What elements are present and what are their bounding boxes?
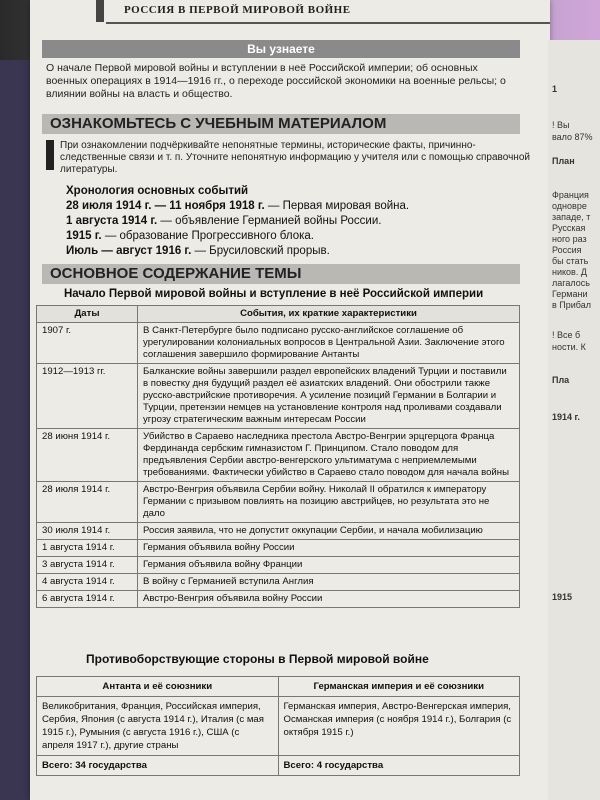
table-row: 1907 г. В Санкт-Петербурге было подписано русско-английское соглашение об урегулировании колониальных вопросов в Центральной Азии. Заключение этого соглашения завершило формирование Антанты	[37, 323, 520, 364]
next-page-edge	[548, 40, 600, 800]
next-page-text: Пла	[552, 375, 570, 385]
table-row: 28 июля 1914 г. Австро-Венгрия объявила Сербии войну. Николай II обратился к императору Германии с призывом повлиять на позицию австрийцев, но результата это не дало	[37, 482, 520, 523]
next-page-text: ников. Д	[552, 267, 587, 277]
chronology-item: 1915 г. — образование Прогрессивного блока.	[66, 230, 314, 242]
next-page-text: ! Вы	[552, 120, 570, 130]
sides-table	[36, 676, 520, 776]
table-row: 1 августа 1914 г. Германия объявила войну России	[37, 540, 520, 557]
central-total: Всего: 4 государства	[278, 756, 520, 776]
entente-members: Великобритания, Франция, Российская империя, Сербия, Япония (с августа 1914 г.), Италия (с мая 1915 г.), Румыния (с августа 1916 г.), США (с апреля 1917 г.), другие страны	[37, 697, 279, 756]
next-page-text: ного раз	[552, 234, 587, 244]
next-page-text: ности. К	[552, 342, 586, 352]
table-row: 3 августа 1914 г. Германия объявила войну Франции	[37, 557, 520, 574]
entente-total: Всего: 34 государства	[37, 756, 279, 776]
next-page-text: западе, т	[552, 212, 591, 222]
study-heading: ОЗНАКОМЬТЕСЬ С УЧЕБНЫМ МАТЕРИАЛОМ	[42, 114, 520, 134]
table-row: 28 июня 1914 г. Убийство в Сараево наследника престола Австро-Венгрии эрцгерцога Франца Фердинанда сербским гимназистом Г. Принципом. Стало поводом для предъявления Сербии австро-венгерского ультиматума с неприемлемыми требованиями. Фактически убийство в Сараево стало поводом для начала войны	[37, 429, 520, 482]
next-page-text: Франция	[552, 190, 589, 200]
next-page-text: одновре	[552, 201, 587, 211]
table-row: 1912—1913 гг. Балканские войны завершили раздел европейских владений Турции и поставили в повестку дня будущий раздел её азиатских владений. Они обострили также русско-австрийские противоречия. А усиление позиций Германии в Болгарии и Турции, претензии немцев на установление контроля над проливами создавали угрозу стратегическим важным интересам России	[37, 364, 520, 429]
learn-heading: Вы узнаете	[42, 40, 520, 58]
main-heading: ОСНОВНОЕ СОДЕРЖАНИЕ ТЕМЫ	[42, 264, 520, 284]
next-page-text: Россия	[552, 245, 582, 255]
next-page-text: Германи	[552, 289, 588, 299]
next-page-text: План	[552, 156, 575, 166]
next-page-text: в Прибал	[552, 300, 591, 310]
next-page-text: бы стать	[552, 256, 589, 266]
chapter-header	[106, 0, 550, 24]
learn-text: О начале Первой мировой войны и вступлении в неё Российской империи; об основных военных операциях в 1914—1916 гг., о переходе российской экономики на военные рельсы; о влиянии войны на власть и общество.	[46, 62, 506, 100]
next-page-text: 1	[552, 84, 558, 94]
events-table	[36, 305, 520, 608]
next-page-text: лагалось	[552, 278, 590, 288]
chronology	[66, 184, 516, 259]
col-header-events: События, их краткие характеристики	[138, 306, 520, 323]
table-row: 30 июля 1914 г. Россия заявила, что не допустит оккупации Сербии, и начала мобилизацию	[37, 523, 520, 540]
chronology-title: Хронология основных событий	[66, 185, 249, 197]
next-page-text: ! Все б	[552, 330, 581, 340]
chapter-marker	[96, 0, 104, 22]
exclamation-icon	[46, 140, 54, 170]
next-page-text: 1915	[552, 592, 573, 602]
instruction-text: При ознакомлении подчёркивайте непонятные термины, исторические факты, причинно-следственные связи и т. п. Уточните непонятную информацию у учителя или с помощью справочной литературы.	[60, 140, 530, 175]
table2-title: Противоборствующие стороны в Первой мировой войне	[86, 652, 429, 666]
next-page-text: вало 87%	[552, 132, 593, 142]
next-page-text: Русская	[552, 223, 586, 233]
chapter-title: РОССИЯ В ПЕРВОЙ МИРОВОЙ ВОЙНЕ	[124, 4, 351, 16]
col-header-entente: Антанта и её союзники	[37, 677, 279, 697]
table-row: 6 августа 1914 г. Австро-Венгрия объявила войну России	[37, 591, 520, 608]
table-row: 4 августа 1914 г. В войну с Германией вступила Англия	[37, 574, 520, 591]
chronology-item: 28 июля 1914 г. — 11 ноября 1918 г. — Первая мировая война.	[66, 200, 410, 212]
col-header-dates: Даты	[37, 306, 138, 323]
col-header-central: Германская империя и её союзники	[278, 677, 520, 697]
table1-title: Начало Первой мировой войны и вступление в неё Российской империи	[64, 288, 484, 300]
next-page-text: 1914 г.	[552, 412, 580, 422]
book-page	[30, 0, 550, 800]
chronology-item: 1 августа 1914 г. — объявление Германией войны России.	[66, 215, 382, 227]
central-members: Германская империя, Австро-Венгерская империя, Османская империя (с ноября 1914 г.), Болгария (с октября 1915 г.)	[278, 697, 520, 756]
chronology-item: Июль — август 1916 г. — Брусиловский прорыв.	[66, 245, 330, 257]
